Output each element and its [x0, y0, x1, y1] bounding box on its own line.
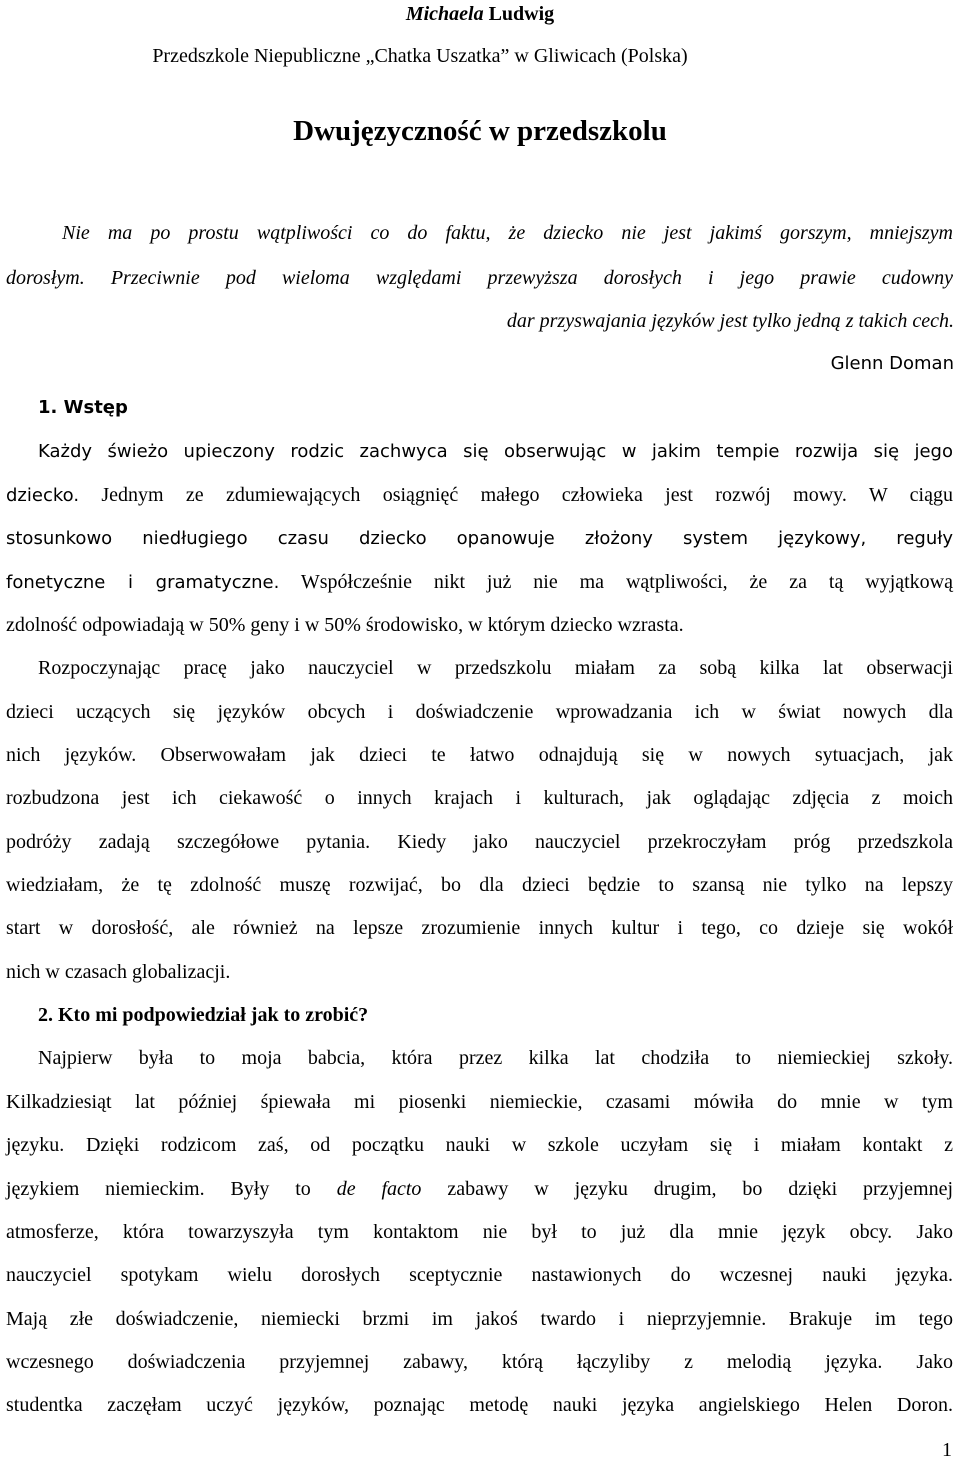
section-heading: 1. Wstęp [38, 397, 128, 418]
text-run: zabawy w języku drugim, bo dzięki przyjemnej [421, 1178, 954, 1200]
paragraph-line: Kilkadziesiąt lat później śpiewała mi piosenki niemieckie, czasami mówiła do mnie w tym [6, 1091, 953, 1113]
paragraph-line: Najpierw była to moja babcia, która przez kilka lat chodziła to niemieckiej szkoły. [38, 1047, 953, 1069]
text-run: dziecko. [6, 485, 80, 506]
paragraph-line: Każdy świeżo upieczony rodzic zachwyca się obserwując w jakim tempie rozwija się jego [38, 441, 953, 462]
paragraph-line: wczesnego doświadczenia przyjemnej zabawy, którą łączyliby z melodią języka. Jako [6, 1351, 953, 1373]
epigraph-line: Nie ma po prostu wątpliwości co do faktu, że dziecko nie jest jakimś gorszym, mniejszym [62, 222, 953, 244]
institution: Przedszkole Niepubliczne „Chatka Uszatka” w Gliwicach (Polska) [152, 45, 688, 67]
paragraph-line: nich języków. Obserwowałam jak dzieci te łatwo odnajdują się w nowych sytuacjach, jak [6, 744, 953, 766]
paragraph-line: dzieci uczących się języków obcych i doświadczenie wprowadzania ich w świat nowych dla [6, 701, 953, 723]
text-run: Współcześnie nikt już nie ma wątpliwości, że za tą wyjątkową [279, 571, 953, 593]
page-number: 1 [942, 1439, 952, 1461]
author-first-name: Michaela [405, 3, 484, 25]
paragraph-line [6, 1177, 953, 1201]
paragraph-line: rozbudzona jest ich ciekawość o innych krajach i kulturach, jak oglądając zdjęcia z moich [6, 787, 953, 809]
paragraph-line: nauczyciel spotykam wielu dorosłych sceptycznie nastawionych do wczesnej nauki języka. [6, 1264, 953, 1286]
paragraph-line: nich w czasach globalizacji. [6, 961, 231, 983]
paragraph-line: wiedziałam, że tę zdolność muszę rozwijać, bo dla dzieci będzie to szansą nie tylko na lepszy [6, 874, 953, 896]
text-run: fonetyczne i gramatyczne. [6, 572, 280, 593]
paragraph-line: podróży zadają szczegółowe pytania. Kiedy jako nauczyciel przekroczyłam próg przedszkola [6, 831, 953, 853]
paragraph-line [6, 483, 953, 508]
epigraph-line: dar przyswajania języków jest tylko jedną z takich cech. [506, 310, 954, 332]
text-run: Jednym ze zdumiewających osiągnięć małego człowieka jest rozwój mowy. [79, 484, 847, 506]
text-run-italic: de facto [336, 1178, 422, 1200]
text-run: językiem niemieckim. Były to [6, 1178, 337, 1200]
paragraph-line: Mają złe doświadczenie, niemiecki brzmi im jakoś twardo i nieprzyjemnie. Brakuje im tego [6, 1308, 953, 1330]
paragraph-line: zdolność odpowiadają w 50% geny i w 50% środowisko, w którym dziecko wzrasta. [6, 614, 684, 636]
section-heading: 2. Kto mi podpowiedział jak to zrobić? [38, 1004, 369, 1026]
document-title: Dwujęzyczność w przedszkolu [293, 115, 667, 147]
paragraph-line: Rozpoczynając pracę jako nauczyciel w przedszkolu miałam za sobą kilka lat obserwacji [38, 657, 953, 679]
epigraph-author: Glenn Doman [830, 353, 954, 374]
author-line [0, 2, 960, 26]
paragraph-line: języku. Dzięki rodzicom zaś, od początku nauki w szkole uczyłam się i miałam kontakt z [6, 1134, 953, 1156]
text-run: W ciągu [846, 484, 953, 506]
paragraph-line: atmosferze, która towarzyszyła tym kontaktom nie był to już dla mnie język obcy. Jako [6, 1221, 953, 1243]
author-last-name: Ludwig [488, 3, 555, 25]
paragraph-line: stosunkowo niedługiego czasu dziecko opanowuje złożony system językowy, reguły [6, 528, 953, 549]
paragraph-line [6, 570, 953, 595]
paragraph-line: start w dorosłość, ale również na lepsze zrozumienie innych kultur i tego, co dzieje się wokół [6, 917, 953, 939]
paragraph-line: studentka zaczęłam uczyć języków, poznając metodę nauki języka angielskiego Helen Doron. [6, 1394, 953, 1416]
epigraph-line: dorosłym. Przeciwnie pod wieloma względami przewyższa dorosłych i jego prawie cudowny [6, 267, 953, 289]
